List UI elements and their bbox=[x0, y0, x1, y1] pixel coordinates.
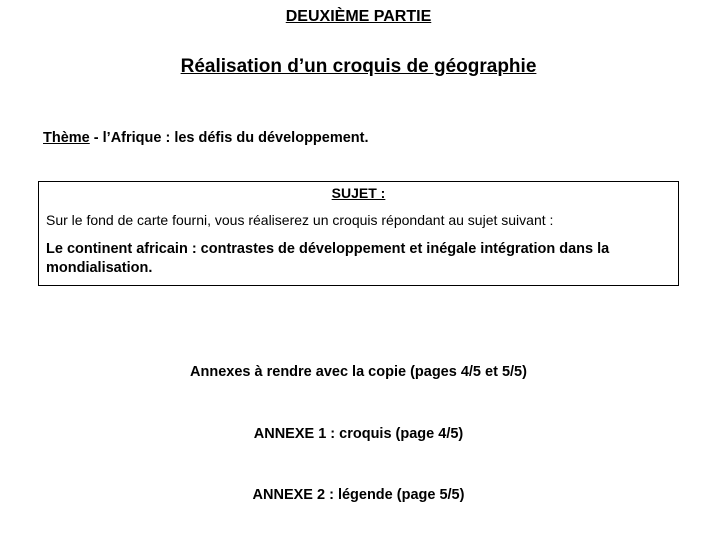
subject-heading: SUJET : bbox=[331, 185, 386, 201]
annex-1: ANNEXE 1 : croquis (page 4/5) bbox=[253, 426, 464, 442]
theme-text: - l’Afrique : les défis du développement. bbox=[89, 130, 369, 146]
theme-label: Thème bbox=[43, 130, 90, 146]
page-title: Réalisation d’un croquis de géographie bbox=[180, 56, 537, 77]
annex-2: ANNEXE 2 : légende (page 5/5) bbox=[252, 487, 465, 503]
subject-instruction: Sur le fond de carte fourni, vous réaliserez un croquis répondant au sujet suivant : bbox=[46, 212, 554, 228]
theme-line bbox=[43, 130, 369, 146]
part-title: DEUXIÈME PARTIE bbox=[285, 8, 432, 25]
annexes-intro: Annexes à rendre avec la copie (pages 4/5 et 5/5) bbox=[190, 364, 527, 380]
subject-text: Le continent africain : contrastes de développement et inégale intégration dans la mondialisation. bbox=[46, 241, 610, 276]
subject-box bbox=[38, 181, 679, 286]
